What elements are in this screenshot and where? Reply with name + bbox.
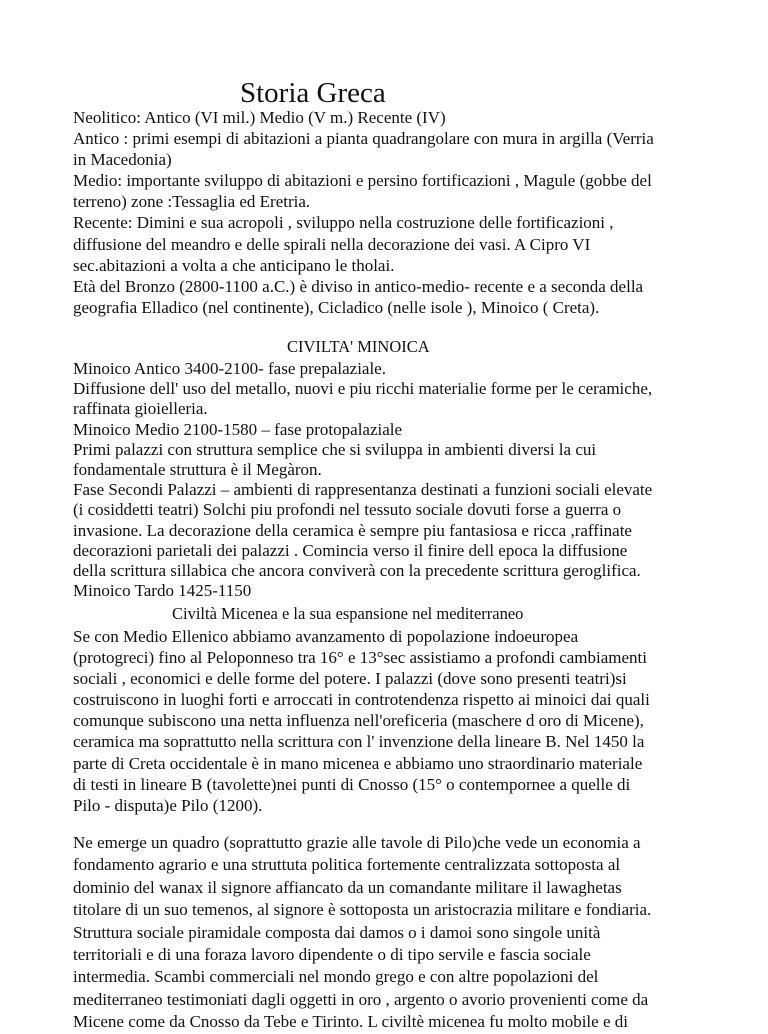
- text-line: Fase Secondi Palazzi – ambienti di rappresentanza destinati a funzioni sociali elevate: [73, 480, 653, 500]
- paragraph-neolitico-bronzo: [73, 107, 654, 318]
- text-line: geografia Elladico (nel continente), Cicladico (nelle isole ), Minoico ( Creta).: [73, 297, 600, 317]
- paragraph-micenea: [73, 626, 650, 816]
- text-line: decorazioni parietali dei palazzi . Comincia verso il finire dell epoca la diffusione: [73, 540, 628, 560]
- text-line: Minoico Tardo 1425-1150: [73, 581, 252, 601]
- text-line: costruiscono in luoghi forti e arroccati in controtendenza rispetto ai minoici dai quali: [73, 690, 650, 710]
- text-line: fondamentale struttura è il Megàron.: [73, 459, 322, 479]
- text-line: dominio del wanax il signore affiancato da un comandante militare il lawaghetas: [73, 877, 622, 897]
- text-line: Micene come da Cnosso da Tebe e Tirinto. L civiltè micenea fu molto mobile e di: [73, 1012, 628, 1032]
- text-line: titolare di un suo temenos, al signore è sottoposta un aristocrazia militare e fondiaria.: [73, 900, 652, 920]
- text-line: territoriali e di una foraza lavoro dipendente o di tipo servile e fascia sociale: [73, 944, 591, 964]
- text-line: terreno) zone :Tessaglia ed Eretria.: [73, 192, 311, 212]
- text-line: Pilo - disputa)e Pilo (1200).: [73, 795, 263, 815]
- text-line: raffinata gioielleria.: [73, 399, 208, 419]
- text-line: della scrittura sillabica che ancora conviverà con la precedente scrittura geroglifica.: [73, 560, 641, 580]
- text-line: ceramica ma soprattutto nella scrittura con l' invenzione della lineare B. Nel 1450 la: [73, 732, 645, 752]
- heading-civilta-micenea: Civiltà Micenea e la sua espansione nel mediterraneo: [172, 604, 524, 623]
- heading-civilta-minoica: CIVILTA' MINOICA: [287, 337, 430, 356]
- text-line: Minoico Antico 3400-2100- fase prepalaziale.: [73, 359, 386, 378]
- text-line: sociali , economici e delle forme del potere. I palazzi (dove sono presenti teatri)si: [73, 669, 627, 689]
- paragraph-societa-micenea: [73, 832, 651, 1034]
- text-line: diffusione del meandro e delle spirali nella decorazione dei vasi. A Cipro VI: [73, 234, 591, 254]
- text-line: mediterraneo testimoniati dagli oggetti in oro , argento o avorio provenienti come da: [73, 989, 649, 1009]
- text-line: intermedia. Scambi commerciali nel mondo grego e con altre popolazioni del: [73, 967, 599, 987]
- text-line: Antico : primi esempi di abitazioni a pianta quadrangolare con mura in argilla (Verria: [73, 129, 654, 149]
- text-line: sec.abitazioni a volta a che anticipano le tholai.: [73, 255, 395, 275]
- text-line: invasione. La decorazione della ceramica è sempre piu fantasiosa e ricca ,raffinate: [73, 520, 632, 540]
- text-line: Struttura sociale piramidale composta dai damos o i damoi sono singole unità: [73, 922, 601, 942]
- text-line: comunque subiscono una netta influenza nell'oreficeria (maschere d oro di Micene),: [73, 711, 644, 731]
- text-line: di testi in lineare B (tavolette)nei punti di Cnosso (15° o contempornee a quelle di: [73, 774, 631, 794]
- text-line: Primi palazzi con struttura semplice che si sviluppa in ambienti diversi la cui: [73, 439, 597, 459]
- text-line: Età del Bronzo (2800-1100 a.C.) è diviso in antico-medio- recente e a seconda della: [73, 276, 644, 296]
- text-line: Neolitico: Antico (VI mil.) Medio (V m.) Recente (IV): [73, 108, 446, 127]
- text-line: parte di Creta occidentale è in mano micenea e abbiamo uno straordinario materiale: [73, 753, 643, 773]
- text-line: Recente: Dimini e sua acropoli , sviluppo nella costruzione delle fortificazioni ,: [73, 213, 614, 233]
- text-line: (protogreci) fino al Peloponneso tra 16° e 13°sec assistiamo a profondi cambiamenti: [73, 648, 647, 668]
- text-line: Minoico Medio 2100-1580 – fase protopalaziale: [73, 419, 403, 439]
- text-line: Diffusione dell' uso del metallo, nuovi e piu ricchi materialie forme per le ceramiche,: [73, 379, 653, 399]
- document-title: Storia Greca: [240, 77, 386, 109]
- text-line: in Macedonia): [73, 150, 172, 170]
- text-line: (i cosiddetti teatri) Solchi piu profondi nel tessuto sociale dovuti forse a guerra o: [73, 500, 622, 520]
- text-line: Se con Medio Ellenico abbiamo avanzamento di popolazione indoeuropea: [73, 627, 579, 646]
- text-line: fondamento agrario e una struttuta politica fortemente centralizzata sottoposta al: [73, 855, 621, 875]
- paragraph-minoica: [73, 359, 652, 601]
- text-line: Medio: importante sviluppo di abitazioni e persino fortificazioni , Magule (gobbe del: [73, 171, 652, 191]
- text-line: Ne emerge un quadro (soprattutto grazie alle tavole di Pilo)che vede un economia a: [73, 833, 641, 852]
